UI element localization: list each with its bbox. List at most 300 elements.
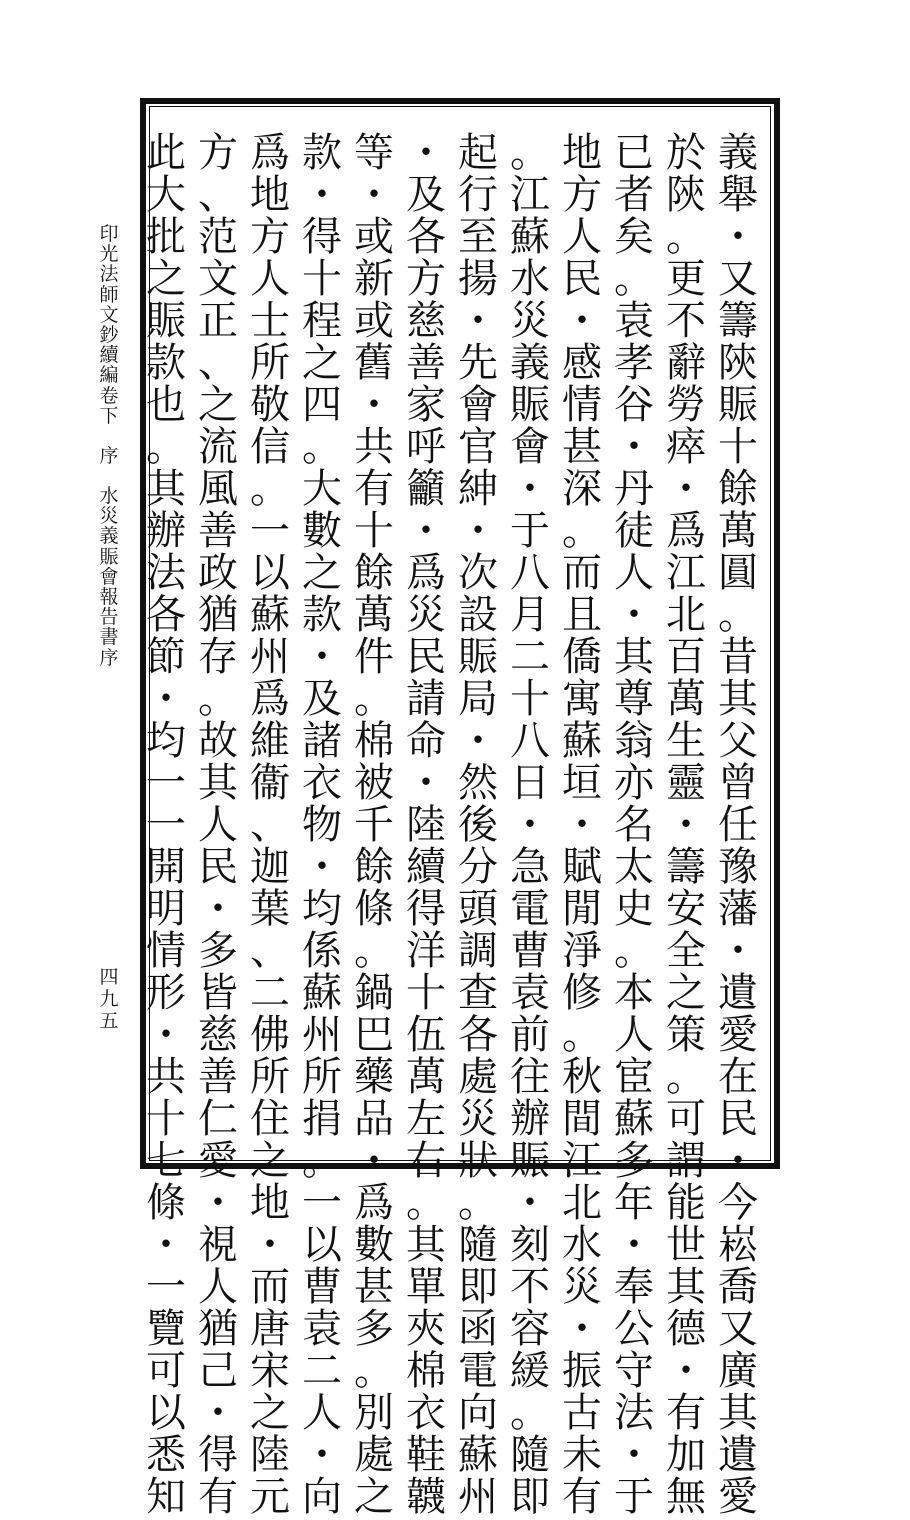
glyph: 民: [718, 1096, 758, 1142]
glyph: 物: [302, 802, 342, 848]
glyph: ・: [614, 424, 654, 470]
glyph: 、: [250, 928, 290, 974]
glyph: 瘁: [666, 424, 706, 470]
glyph: 情: [562, 382, 602, 428]
glyph: 舉: [718, 172, 758, 218]
glyph: 民: [406, 634, 446, 680]
glyph: ・: [614, 1432, 654, 1478]
glyph: 覽: [146, 1306, 186, 1352]
running-header-subtitle: [97, 486, 121, 668]
glyph: 其: [146, 466, 186, 512]
glyph: 籌: [666, 844, 706, 890]
glyph: 紳: [458, 466, 498, 512]
glyph: 一: [146, 1264, 186, 1310]
glyph: ・: [302, 634, 342, 680]
glyph: 法: [99, 263, 119, 286]
glyph: 。: [354, 1348, 394, 1394]
glyph: 方: [250, 214, 290, 260]
glyph: 二: [302, 1348, 342, 1394]
glyph: 有: [198, 1474, 238, 1520]
glyph: 韤: [406, 1474, 446, 1520]
text-column: [140, 130, 192, 1520]
glyph: 鈔: [99, 323, 119, 346]
glyph: 也: [146, 382, 186, 428]
glyph: 。: [666, 214, 706, 260]
glyph: 范: [198, 214, 238, 260]
glyph: 更: [666, 256, 706, 302]
glyph: ・: [146, 676, 186, 722]
glyph: 共: [354, 424, 394, 470]
glyph: 可: [666, 1096, 706, 1142]
glyph: ・: [458, 298, 498, 344]
glyph: 即: [510, 1474, 550, 1520]
glyph: 四: [99, 966, 119, 988]
glyph: 緩: [510, 1348, 550, 1394]
glyph: 翁: [614, 718, 654, 764]
glyph: 奉: [614, 1264, 654, 1310]
glyph: 序: [99, 444, 119, 467]
glyph: 葉: [250, 886, 290, 932]
glyph: 士: [250, 298, 290, 344]
glyph: 全: [666, 928, 706, 974]
glyph: 所: [250, 1054, 290, 1100]
glyph: 善: [198, 508, 238, 554]
glyph: 棉: [354, 718, 394, 764]
glyph: 等: [354, 130, 394, 176]
glyph: 得: [406, 886, 446, 932]
glyph: ・: [562, 298, 602, 344]
glyph: 任: [718, 802, 758, 848]
glyph: 十: [718, 424, 758, 470]
glyph: 八: [510, 718, 550, 764]
glyph: 款: [302, 130, 342, 176]
glyph: 且: [562, 592, 602, 638]
glyph: 方: [198, 130, 238, 176]
glyph: 鍋: [354, 970, 394, 1016]
glyph: 孝: [614, 340, 654, 386]
glyph: 、: [198, 340, 238, 386]
glyph: 續: [99, 344, 119, 367]
glyph: 策: [666, 1012, 706, 1058]
glyph: 向: [458, 1390, 498, 1436]
glyph: 昔: [718, 634, 758, 680]
glyph: 左: [406, 1096, 446, 1142]
running-header-title: [97, 224, 121, 426]
text-column: [608, 130, 660, 1520]
glyph: 日: [510, 760, 550, 806]
glyph: 請: [406, 676, 446, 722]
glyph: 不: [666, 298, 706, 344]
glyph: 僑: [562, 634, 602, 680]
glyph: 愛: [718, 1474, 758, 1520]
glyph: 夾: [406, 1306, 446, 1352]
glyph: 十: [302, 256, 342, 302]
glyph: 愛: [198, 1138, 238, 1184]
glyph: 賑: [146, 298, 186, 344]
text-column: [660, 130, 712, 1520]
glyph: 而: [562, 550, 602, 596]
glyph: 義: [718, 130, 758, 176]
glyph: ・: [406, 508, 446, 554]
glyph: 衣: [302, 760, 342, 806]
glyph: 二: [510, 634, 550, 680]
glyph: 本: [614, 970, 654, 1016]
glyph: 。: [302, 1138, 342, 1184]
glyph: ・: [614, 1222, 654, 1268]
glyph: ・: [666, 466, 706, 512]
glyph: 深: [562, 466, 602, 512]
glyph: 淨: [562, 928, 602, 974]
glyph: 賑: [510, 1138, 550, 1184]
glyph: 勞: [666, 382, 706, 428]
glyph: 故: [198, 718, 238, 764]
glyph: 風: [198, 466, 238, 512]
glyph: ・: [666, 802, 706, 848]
glyph: 係: [302, 928, 342, 974]
glyph: 函: [458, 1306, 498, 1352]
glyph: 萬: [718, 508, 758, 554]
glyph: 感: [562, 340, 602, 386]
glyph: 公: [614, 1306, 654, 1352]
glyph: 唐: [250, 1306, 290, 1352]
glyph: 一: [250, 508, 290, 554]
glyph: 局: [458, 676, 498, 722]
glyph: 文: [198, 256, 238, 302]
glyph: 各: [406, 214, 446, 260]
glyph: 尊: [614, 676, 654, 722]
glyph: 宦: [614, 1054, 654, 1100]
glyph: 地: [250, 1180, 290, 1226]
glyph: 敬: [250, 382, 290, 428]
glyph: 已: [614, 130, 654, 176]
glyph: 隨: [458, 1222, 498, 1268]
glyph: 寓: [562, 676, 602, 722]
glyph: 節: [146, 634, 186, 680]
glyph: 其: [718, 676, 758, 722]
glyph: 卷: [99, 384, 119, 407]
glyph: 大: [146, 172, 186, 218]
glyph: 於: [666, 130, 706, 176]
glyph: 五: [99, 1010, 119, 1032]
glyph: 甚: [354, 1264, 394, 1310]
glyph: 。: [510, 130, 550, 176]
glyph: 能: [666, 1180, 706, 1226]
glyph: 住: [250, 1096, 290, 1142]
glyph: ・: [614, 592, 654, 638]
glyph: 流: [198, 424, 238, 470]
glyph: 存: [198, 634, 238, 680]
glyph: 刻: [510, 1222, 550, 1268]
glyph: ・: [146, 1222, 186, 1268]
glyph: 其: [406, 1222, 446, 1268]
glyph: 所: [250, 340, 290, 386]
glyph: 州: [250, 634, 290, 680]
glyph: 賑: [458, 634, 498, 680]
glyph: 十: [146, 1096, 186, 1142]
glyph: 廣: [718, 1348, 758, 1394]
glyph: 呼: [406, 424, 446, 470]
glyph: 江: [562, 1138, 602, 1184]
glyph: 萬: [406, 1054, 446, 1100]
glyph: 之: [302, 340, 342, 386]
glyph: 信: [250, 424, 290, 470]
glyph: 一: [146, 760, 186, 806]
glyph: 均: [302, 886, 342, 932]
glyph: 師: [99, 283, 119, 306]
glyph: 。: [354, 928, 394, 974]
glyph: 會: [510, 424, 550, 470]
glyph: 崧: [718, 1222, 758, 1268]
glyph: 得: [198, 1432, 238, 1478]
glyph: 爲: [666, 508, 706, 554]
glyph: 加: [666, 1432, 706, 1478]
glyph: 遺: [718, 970, 758, 1016]
glyph: 以: [250, 550, 290, 596]
glyph: 有: [666, 1390, 706, 1436]
glyph: 。: [666, 1054, 706, 1100]
text-column: [504, 130, 556, 1520]
glyph: 修: [562, 970, 602, 1016]
glyph: 太: [614, 844, 654, 890]
glyph: 。: [250, 466, 290, 512]
glyph: 萬: [354, 592, 394, 638]
glyph: 月: [510, 592, 550, 638]
glyph: 衣: [406, 1390, 446, 1436]
glyph: 。: [146, 424, 186, 470]
glyph: ・: [718, 214, 758, 260]
glyph: 一: [146, 802, 186, 848]
glyph: 猶: [198, 1306, 238, 1352]
glyph: 餘: [354, 844, 394, 890]
glyph: 維: [250, 718, 290, 764]
glyph: 分: [458, 844, 498, 890]
glyph: 可: [146, 1348, 186, 1394]
glyph: 未: [562, 1432, 602, 1478]
glyph: 州: [302, 1012, 342, 1058]
glyph: 世: [666, 1222, 706, 1268]
glyph: 善: [406, 340, 446, 386]
glyph: 續: [406, 844, 446, 890]
glyph: 爲: [406, 550, 446, 596]
glyph: 揚: [458, 256, 498, 302]
glyph: ・: [250, 1222, 290, 1268]
glyph: 袁: [510, 970, 550, 1016]
glyph: 元: [250, 1474, 290, 1520]
glyph: 蘇: [562, 718, 602, 764]
glyph: 千: [354, 802, 394, 848]
glyph: 間: [562, 1096, 602, 1142]
glyph: 有: [354, 466, 394, 512]
glyph: 後: [458, 802, 498, 848]
glyph: 衞: [250, 760, 290, 806]
glyph: 。: [562, 1012, 602, 1058]
glyph: 會: [99, 565, 119, 588]
glyph: 。: [718, 592, 758, 638]
glyph: 均: [146, 718, 186, 764]
glyph: 二: [250, 970, 290, 1016]
glyph: 條: [354, 886, 394, 932]
glyph: 陝: [666, 172, 706, 218]
glyph: 今: [718, 1180, 758, 1226]
glyph: 有: [562, 1474, 602, 1520]
glyph: 地: [562, 130, 602, 176]
glyph: 知: [146, 1474, 186, 1520]
glyph: 設: [458, 592, 498, 638]
running-header: [96, 224, 122, 668]
glyph: 蘇: [458, 1432, 498, 1478]
glyph: ・: [198, 1390, 238, 1436]
glyph: 餘: [718, 466, 758, 512]
glyph: 又: [718, 256, 758, 302]
glyph: 蘇: [614, 1096, 654, 1142]
glyph: 曹: [302, 1264, 342, 1310]
glyph: ・: [510, 466, 550, 512]
glyph: 頭: [458, 886, 498, 932]
glyph: 方: [562, 172, 602, 218]
glyph: 萬: [666, 676, 706, 722]
glyph: ・: [302, 844, 342, 890]
glyph: 災: [458, 1096, 498, 1142]
glyph: ・: [458, 718, 498, 764]
glyph: 。: [614, 928, 654, 974]
glyph: 喬: [718, 1264, 758, 1310]
glyph: 北: [562, 1180, 602, 1226]
glyph: 垣: [562, 760, 602, 806]
glyph: ・: [510, 802, 550, 848]
glyph: 名: [614, 802, 654, 848]
glyph: 人: [302, 1390, 342, 1436]
text-column: [192, 130, 244, 1520]
glyph: 、: [250, 802, 290, 848]
glyph: 善: [198, 1054, 238, 1100]
glyph: 查: [458, 970, 498, 1016]
glyph: 徒: [614, 508, 654, 554]
glyph: 陸: [250, 1432, 290, 1478]
glyph: 條: [146, 1180, 186, 1226]
glyph: ・: [458, 508, 498, 554]
glyph: 古: [562, 1390, 602, 1436]
glyph: 皆: [198, 970, 238, 1016]
glyph: 鞋: [406, 1432, 446, 1478]
glyph: 及: [406, 172, 446, 218]
glyph: 籌: [718, 298, 758, 344]
glyph: ・: [354, 382, 394, 428]
text-column: [348, 130, 400, 1520]
page-number: [98, 966, 120, 1032]
glyph: 以: [146, 1390, 186, 1436]
glyph: 開: [146, 844, 186, 890]
glyph: 別: [354, 1390, 394, 1436]
glyph: 起: [458, 130, 498, 176]
glyph: 印: [99, 223, 119, 245]
glyph: 款: [302, 592, 342, 638]
glyph: 不: [510, 1264, 550, 1310]
glyph: 巴: [354, 1012, 394, 1058]
glyph: ・: [354, 1138, 394, 1184]
glyph: 編: [99, 364, 119, 387]
glyph: 賦: [562, 844, 602, 890]
glyph: 或: [354, 298, 394, 344]
glyph: 多: [614, 1138, 654, 1184]
glyph: 處: [458, 1054, 498, 1100]
glyph: 共: [146, 1054, 186, 1100]
glyph: 諸: [302, 718, 342, 764]
glyph: 豫: [718, 844, 758, 890]
glyph: 其: [666, 1264, 706, 1310]
glyph: 所: [302, 1054, 342, 1100]
glyph: 義: [99, 525, 119, 548]
glyph: 亦: [614, 760, 654, 806]
glyph: 北: [666, 592, 706, 638]
glyph: 史: [614, 886, 654, 932]
glyph: 其: [718, 1390, 758, 1436]
text-column: [296, 130, 348, 1520]
glyph: 人: [614, 1012, 654, 1058]
text-column: [712, 130, 764, 1520]
glyph: 人: [198, 802, 238, 848]
glyph: 水: [510, 256, 550, 302]
glyph: 災: [99, 505, 119, 528]
glyph: 之: [250, 1138, 290, 1184]
glyph: 至: [458, 214, 498, 260]
glyph: 猶: [198, 592, 238, 638]
glyph: ・: [406, 130, 446, 176]
glyph: 賑: [99, 545, 119, 568]
glyph: 右: [406, 1138, 446, 1184]
glyph: 陸: [406, 802, 446, 848]
glyph: 者: [614, 172, 654, 218]
glyph: ・: [354, 172, 394, 218]
text-column: [556, 130, 608, 1520]
glyph: 法: [614, 1390, 654, 1436]
glyph: 甚: [562, 424, 602, 470]
glyph: 水: [562, 1222, 602, 1268]
glyph: 序: [99, 646, 119, 669]
running-header-section: [97, 446, 121, 466]
glyph: ・: [562, 802, 602, 848]
glyph: 藥: [354, 1054, 394, 1100]
glyph: ・: [146, 1012, 186, 1058]
glyph: 新: [354, 256, 394, 302]
glyph: 于: [614, 1474, 654, 1520]
glyph: 。: [510, 1390, 550, 1436]
glyph: 慈: [198, 1012, 238, 1058]
glyph: 然: [458, 760, 498, 806]
glyph: 又: [718, 1306, 758, 1352]
glyph: 電: [510, 886, 550, 932]
glyph: 袁: [302, 1306, 342, 1352]
glyph: 隨: [510, 1432, 550, 1478]
glyph: 陝: [718, 340, 758, 386]
glyph: 舊: [354, 340, 394, 386]
glyph: 。: [354, 676, 394, 722]
glyph: 在: [718, 1054, 758, 1100]
glyph: 辦: [146, 508, 186, 554]
glyph: 水: [99, 485, 119, 508]
glyph: ・: [302, 172, 342, 218]
glyph: 容: [510, 1306, 550, 1352]
glyph: ・: [666, 1348, 706, 1394]
glyph: 。: [562, 508, 602, 554]
glyph: 愛: [718, 1012, 758, 1058]
glyph: 州: [458, 1474, 498, 1520]
glyph: 次: [458, 550, 498, 596]
glyph: ・: [718, 1138, 758, 1184]
glyph: 災: [562, 1264, 602, 1310]
glyph: 法: [146, 550, 186, 596]
glyph: 前: [510, 1012, 550, 1058]
glyph: 藩: [718, 886, 758, 932]
